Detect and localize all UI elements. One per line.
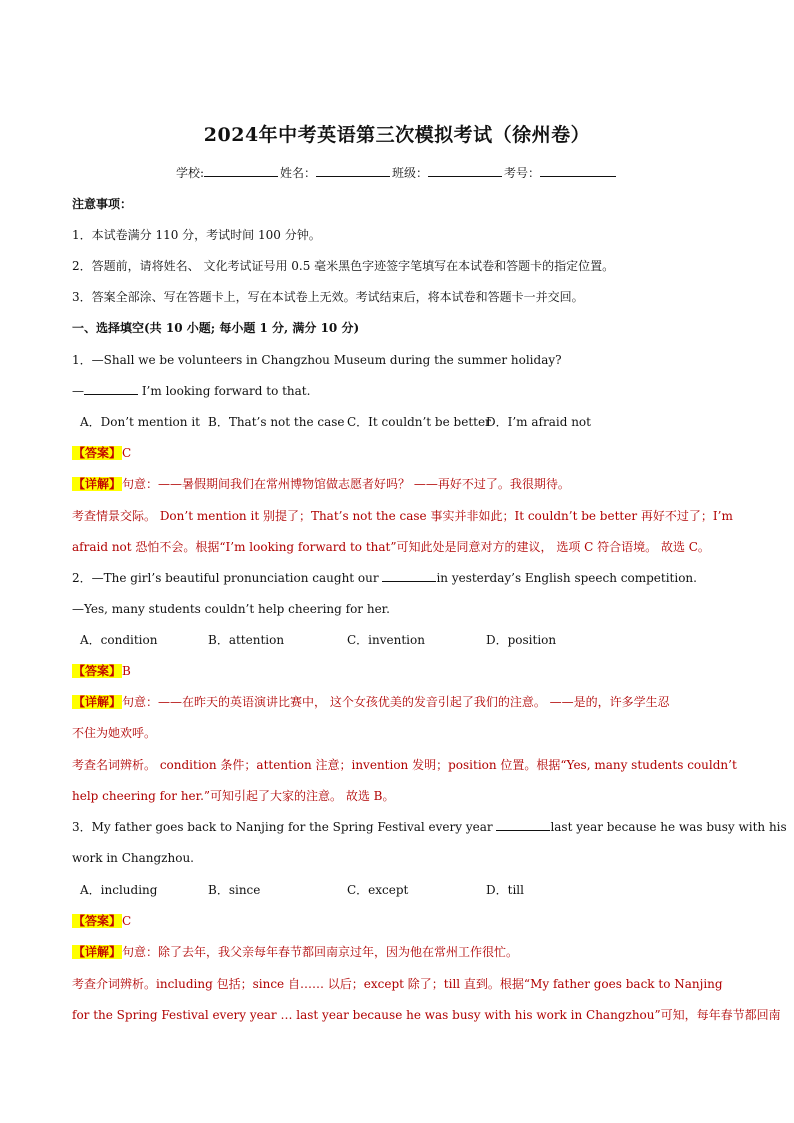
q2-option-a: A．condition	[80, 633, 158, 647]
class-blank[interactable]	[428, 165, 502, 177]
q2-detail-4: help cheering for her.”可知引起了大家的注意。 故选 B。	[72, 789, 395, 803]
q2-answer-row	[72, 663, 722, 679]
q2-detail-2: 不住为她欢呼。	[72, 726, 157, 740]
q3-detail-1: 句意：除了去年，我父亲每年春节都回南京过年，因为他在常州工作很忙。	[122, 945, 519, 959]
q1-blank	[84, 383, 138, 395]
notice-item-1: 1．本试卷满分 110 分，考试时间 100 分钟。	[72, 228, 321, 242]
q2-stem-pre: 2．—The girl’s beautiful pronunciation caught our	[72, 571, 383, 585]
q2-option-b: B．attention	[208, 633, 285, 647]
q1-answer-row	[72, 445, 722, 461]
q1-option-d: D．I’m afraid not	[486, 415, 591, 429]
detail-tag: 【详解】	[73, 695, 122, 709]
q3-stem	[72, 819, 787, 835]
q1-stem-line2	[72, 383, 722, 399]
q1-detail-row	[72, 476, 722, 492]
detail-tag: 【详解】	[73, 945, 122, 959]
name-blank[interactable]	[316, 165, 390, 177]
q3-answer-row	[72, 913, 722, 929]
q1-detail-3: afraid not 恐怕不会。根据“I’m looking forward to that”可知此处是同意对方的建议， 选项 C 符合语境。 故选 C。	[72, 540, 710, 554]
q3-options	[80, 882, 730, 898]
q3-blank	[496, 819, 550, 831]
q1-response: I’m looking forward to that.	[138, 384, 311, 398]
q3-answer: C	[122, 914, 132, 928]
q1-options	[80, 414, 730, 430]
q3-detail-3: for the Spring Festival every year … last year because he was busy with his work in Changzhou”可知，每年春节都回南	[72, 1008, 781, 1022]
answer-tag: 【答案】	[73, 446, 122, 460]
q1-detail-2: 考查情景交际。 Don’t mention it 别提了；That’s not the case 事实并非如此；It couldn’t be better 再好不过了；I’m	[72, 509, 733, 523]
q2-option-d: D．position	[486, 633, 557, 647]
student-info-row	[0, 164, 794, 181]
number-label: 考号：	[504, 166, 541, 180]
q1-detail-1: 句意：——暑假期间我们在常州博物馆做志愿者好吗？ ——再好不过了。我很期待。	[122, 477, 570, 491]
number-blank[interactable]	[540, 165, 616, 177]
class-label: 班级：	[392, 166, 429, 180]
q1-option-a: A．Don’t mention it	[80, 415, 200, 429]
section-heading: 一、选择填空(共 10 小题; 每小题 1 分, 满分 10 分)	[72, 321, 360, 335]
q3-stem-line2: work in Changzhou.	[72, 851, 194, 865]
q3-option-d: D．till	[486, 883, 524, 897]
q1-dash: —	[72, 384, 84, 398]
q2-options	[80, 632, 730, 648]
answer-tag: 【答案】	[73, 914, 122, 928]
q2-detail-1: 句意：——在昨天的英语演讲比赛中， 这个女孩优美的发音引起了我们的注意。 ——是的，许多学生忍	[122, 695, 670, 709]
school-label: 学校:	[175, 166, 204, 180]
name-label: 姓名：	[280, 166, 317, 180]
q3-stem-pre: 3．My father goes back to Nanjing for the Spring Festival every year	[72, 820, 497, 834]
answer-tag: 【答案】	[73, 664, 122, 678]
q1-answer: C	[122, 446, 132, 460]
q1-stem: 1．—Shall we be volunteers in Changzhou Museum during the summer holiday?	[72, 353, 562, 367]
q2-answer: B	[122, 664, 131, 678]
q3-option-a: A．including	[80, 883, 158, 897]
q3-detail-row	[72, 944, 722, 960]
school-blank[interactable]	[204, 165, 278, 177]
q2-stem	[72, 570, 722, 586]
q2-detail-3: 考查名词辨析。 condition 条件；attention 注意；invention 发明；position 位置。根据“Yes, many students couldn’t	[72, 758, 737, 772]
notice-item-2: 2．答题前，请将姓名、 文化考试证号用 0.5 毫米黑色字迹签字笔填写在本试卷和答题卡的指定位置。	[72, 259, 615, 273]
q3-option-b: B．since	[208, 883, 261, 897]
q2-option-c: C．invention	[347, 633, 425, 647]
q3-detail-2: 考查介词辨析。including 包括；since 自…… 以后；except 除了；till 直到。根据“My father goes back to Nanjing	[72, 977, 723, 991]
notice-item-3: 3．答案全部涂、写在答题卡上，写在本试卷上无效。考试结束后，将本试卷和答题卡一并交回。	[72, 290, 584, 304]
q2-blank	[382, 570, 436, 582]
q1-option-c: C．It couldn’t be better	[347, 415, 491, 429]
q2-stem-post: in yesterday’s English speech competition.	[436, 571, 697, 585]
q2-response: —Yes, many students couldn’t help cheering for her.	[72, 602, 390, 616]
page-title: 2024年中考英语第三次模拟考试（徐州卷）	[203, 124, 591, 146]
q2-detail-row	[72, 694, 722, 710]
notice-heading: 注意事项：	[72, 197, 133, 211]
detail-tag: 【详解】	[73, 477, 122, 491]
q3-stem-post: last year because he was busy with his	[550, 820, 787, 834]
q3-option-c: C．except	[347, 883, 409, 897]
q1-option-b: B．That’s not the case	[208, 415, 345, 429]
